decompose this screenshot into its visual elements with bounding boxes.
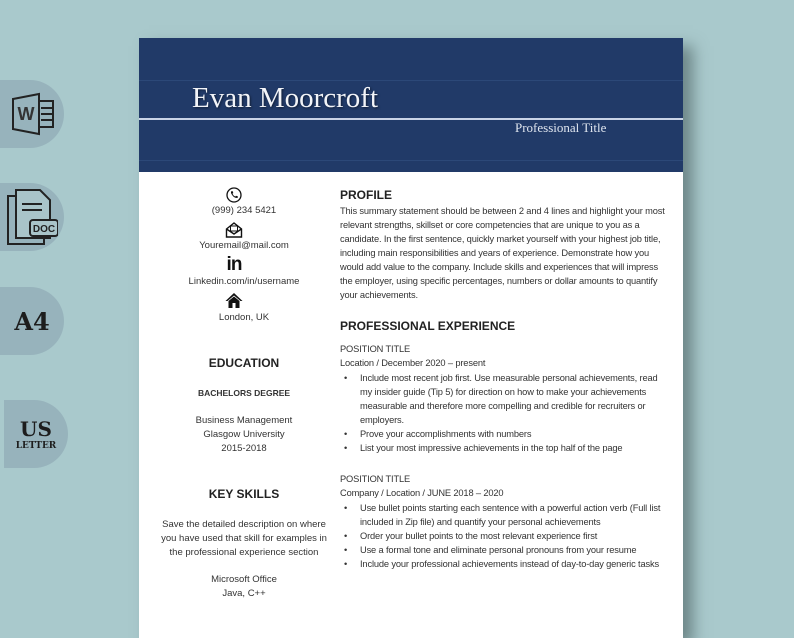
- bullet-item: • Order your bullet points to the most relevant experience first: [340, 529, 665, 543]
- email-address: Youremail@mail.com: [199, 240, 289, 251]
- job-entry: [340, 342, 665, 455]
- job-title: POSITION TITLE: [340, 474, 411, 484]
- bullet-item: • Prove your accomplishments with numbers: [340, 427, 665, 441]
- us-letter-badge: [4, 400, 68, 468]
- skill-item: Microsoft Office: [211, 574, 277, 585]
- profile-text: This summary statement should be between 2 and 4 lines and highlight your most relevant strengths, skillset or core competencies that are unique to you as a candidate. In the first sentence, quickly market yourself with your highest job title, including main responsibilities and years of experience. Demonstrate how you would add value to the company. Include skills and experiences that will impress the employer, using specific percentages, numbers or dollar amounts to quantify your achievements.: [340, 206, 665, 300]
- job-title: POSITION TITLE: [340, 344, 411, 354]
- phone-number: (999) 234 5421: [211, 205, 277, 216]
- experience-heading: PROFESSIONAL EXPERIENCE: [340, 319, 516, 333]
- skills-heading: KEY SKILLS: [208, 487, 280, 501]
- bullet-item: • Use a formal tone and eliminate personal pronouns from your resume: [340, 543, 665, 557]
- bullet-item: • Include most recent job first. Use measurable personal achievements, read my insider guide (Tip 5) for direction on how to make your achievements measurable and therefore more compelling and credible for recruiters or employers.: [340, 371, 665, 427]
- home-icon: [226, 293, 243, 308]
- skill-item: Java, C++: [222, 588, 266, 599]
- candidate-name: Evan Moorcroft: [192, 82, 379, 114]
- svg-text:DOC: DOC: [32, 224, 56, 235]
- resume-page: [139, 38, 683, 638]
- bullet-item: • Include your professional achievements instead of day-to-day generic tasks: [340, 557, 665, 571]
- job-entry: [340, 472, 665, 571]
- phone-icon: [226, 187, 242, 203]
- letter-label: LETTER: [15, 441, 57, 451]
- email-icon: [226, 222, 243, 238]
- word-icon: [9, 91, 55, 137]
- education-years: 2015-2018: [221, 443, 267, 454]
- profile-heading: PROFILE: [340, 188, 393, 202]
- job-bullets: [340, 371, 665, 455]
- doc-format-badge: [0, 183, 64, 251]
- professional-title: Professional Title: [515, 120, 607, 135]
- skills-description: Save the detailed description on where you have used that skill for examples in the professional experience section: [161, 519, 327, 558]
- word-format-badge: [0, 80, 64, 148]
- bullet-item: • List your most impressive achievements in the top half of the page: [340, 441, 665, 455]
- us-label: US: [20, 417, 52, 441]
- a4-badge: [0, 287, 64, 355]
- svg-text:W: W: [17, 104, 35, 124]
- resume-header: [139, 38, 683, 172]
- school: Glasgow University: [203, 429, 285, 440]
- a4-label: A4: [14, 306, 50, 336]
- doc-file-icon: [6, 186, 58, 248]
- bullet-item: • Use bullet points starting each sentence with a powerful action verb (Full list included in Zip file) and quantify your personal achievements: [340, 501, 665, 529]
- linkedin-icon: in: [226, 254, 242, 275]
- linkedin-url: Linkedin.com/in/username: [188, 276, 300, 287]
- job-meta: Company / Location / JUNE 2018 – 2020: [340, 488, 504, 498]
- job-meta: Location / December 2020 – present: [340, 358, 486, 368]
- education-heading: EDUCATION: [208, 356, 280, 370]
- job-bullets: [340, 501, 665, 571]
- location: London, UK: [218, 312, 270, 323]
- degree: BACHELORS DEGREE: [197, 388, 291, 398]
- degree-subject: Business Management: [195, 415, 293, 426]
